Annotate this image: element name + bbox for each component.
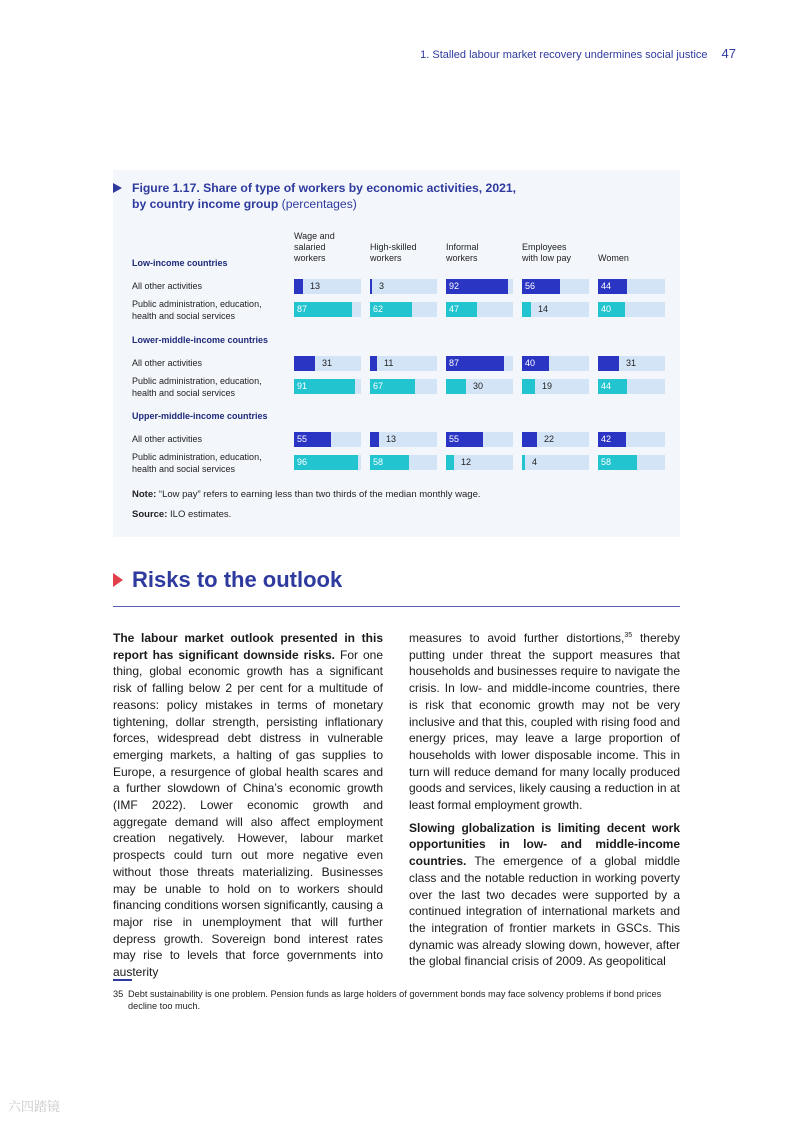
bar-value-label: 58 <box>373 457 384 467</box>
section-divider <box>113 606 680 607</box>
bar-value-label: 11 <box>384 358 394 368</box>
bar <box>598 356 619 371</box>
row-label-line: Public administration, education, <box>132 299 262 309</box>
paragraph-text: measures to avoid further distortions, <box>409 631 625 645</box>
bar-track <box>294 455 361 470</box>
row-label-line: All other activities <box>132 358 203 368</box>
footnote-reference[interactable]: 35 <box>624 632 633 639</box>
column-header-line: Wage and <box>294 231 335 241</box>
figure-title-line2 <box>132 197 357 213</box>
bar <box>446 455 454 470</box>
bar-value-label: 14 <box>538 304 549 314</box>
bar-track <box>522 302 589 317</box>
source-text: ILO estimates. <box>170 509 232 520</box>
page-number: 47 <box>721 46 736 61</box>
bar-value-label: 4 <box>532 457 538 467</box>
bar-value-label: 44 <box>601 381 612 391</box>
section-marker-icon <box>113 573 123 587</box>
running-head <box>420 46 736 61</box>
bar-track <box>370 432 437 447</box>
paragraph-lead: The labour market outlook presented in this report has significant downside risks. <box>113 631 383 662</box>
bar-value-label: 19 <box>542 381 553 391</box>
bar-track <box>294 379 361 394</box>
bar-track <box>446 455 513 470</box>
figure-title-line2-rest: (percentages) <box>281 197 357 211</box>
bar <box>294 279 303 294</box>
bar <box>522 302 531 317</box>
bar-track <box>446 432 513 447</box>
bar <box>294 356 315 371</box>
footnote-text: Debt sustainability is one problem. Pension funds as large holders of government bonds may face solvency problems if bond prices decline too much. <box>128 989 662 1011</box>
figure-source <box>132 509 231 520</box>
column-header <box>370 230 442 264</box>
bar <box>370 356 377 371</box>
bar <box>522 432 537 447</box>
row-label <box>132 298 292 322</box>
bar-value-label: 87 <box>297 304 308 314</box>
row-label-line: All other activities <box>132 434 203 444</box>
bar-track <box>598 302 665 317</box>
bar-track <box>522 455 589 470</box>
column-header-line: workers <box>370 253 402 263</box>
bar-value-label: 12 <box>461 457 472 467</box>
figure-title-line2-bold: by country income group <box>132 197 279 211</box>
bar <box>446 379 466 394</box>
bar <box>370 432 379 447</box>
figure-marker-icon <box>113 183 122 193</box>
footnote <box>113 988 680 1012</box>
column-header <box>522 230 594 264</box>
paragraph-text: For one thing, global economic growth has a significant risk of falling below 2 per cent for a multitude of reasons: policy mistakes in terms of monetary tightening, dollar strength, persisting inflationary forces, widespread debt distress in vulnerable emerging markets, a halting of gas supplies to Europe, a resurgence of global health scares and a further slowdown of China’s economic growth (IMF 2022). Lower economic growth and aggregate demand will also affect employment creation negatively. However, labour market prospects could turn out more negative even without those threats materializing. Businesses may be unable to hold on to workers should financing conditions worsen significantly, causing a major rise in unemployment that will further depress growth. Sovereign bond interest rates may rise to levels that force governments into austerity <box>113 647 383 980</box>
row-label-line: All other activities <box>132 281 203 291</box>
bar-track <box>294 356 361 371</box>
bar-track <box>446 379 513 394</box>
bar-track <box>522 356 589 371</box>
footnote-divider <box>113 979 132 981</box>
figure-box <box>113 170 680 537</box>
column-header <box>294 230 366 264</box>
bar-track <box>598 455 665 470</box>
bar <box>370 279 372 294</box>
column-header-line: with low pay <box>522 253 572 263</box>
row-label <box>132 451 292 475</box>
bar-value-label: 40 <box>525 358 536 368</box>
bar-track <box>598 356 665 371</box>
column-header-line: Informal <box>446 242 479 252</box>
paragraph-text: thereby putting under threat the support measures that households and businesses require to navigate the crisis. In low- and middle-income countries, there is risk that economic growth may not be very inclusive and that this, coupled with rising food and energy prices, may leave a large proportion of households with lower disposable income. This in turn will reduce demand for many locally produced goods and services, likely causing a reduction in at least formal employment growth. <box>409 631 680 813</box>
body-column-left <box>113 630 383 981</box>
bar-track <box>522 379 589 394</box>
bar <box>522 455 525 470</box>
group-label: Low-income countries <box>132 258 228 268</box>
column-header-line: workers <box>294 253 326 263</box>
bar-track <box>598 432 665 447</box>
bar-track <box>370 279 437 294</box>
column-header-line: High-skilled <box>370 242 417 252</box>
row-label <box>132 433 292 445</box>
group-label: Upper-middle-income countries <box>132 411 268 421</box>
bar-track <box>370 302 437 317</box>
bar-value-label: 22 <box>544 434 555 444</box>
row-label-line: health and social services <box>132 388 236 398</box>
column-header <box>446 230 518 264</box>
note-label: Note: <box>132 489 157 500</box>
bar-value-label: 44 <box>601 281 612 291</box>
bar-value-label: 91 <box>297 381 308 391</box>
bar-track <box>598 279 665 294</box>
source-label: Source: <box>132 509 168 520</box>
bar-value-label: 47 <box>449 304 460 314</box>
body-column-right <box>409 630 680 970</box>
row-label-line: health and social services <box>132 464 236 474</box>
row-label <box>132 375 292 399</box>
bar-track <box>446 279 513 294</box>
bar-value-label: 40 <box>601 304 612 314</box>
bar-track <box>370 356 437 371</box>
row-label-line: Public administration, education, <box>132 376 262 386</box>
bar-value-label: 55 <box>449 434 460 444</box>
section-title: Risks to the outlook <box>132 567 343 592</box>
column-header-line: Women <box>598 253 629 263</box>
bar-value-label: 3 <box>379 281 385 291</box>
row-label <box>132 280 292 292</box>
bar-value-label: 30 <box>473 381 484 391</box>
bar-value-label: 87 <box>449 358 460 368</box>
bar <box>522 379 535 394</box>
bar-value-label: 13 <box>386 434 397 444</box>
figure-note <box>132 489 481 500</box>
bar-value-label: 56 <box>525 281 536 291</box>
row-label <box>132 357 292 369</box>
bar-value-label: 92 <box>449 281 460 291</box>
running-title: 1. Stalled labour market recovery undermines social justice <box>420 49 708 61</box>
bar-value-label: 55 <box>297 434 308 444</box>
bar-track <box>598 379 665 394</box>
bar-track <box>522 432 589 447</box>
column-header-line: Employees <box>522 242 567 252</box>
paragraph <box>409 820 680 970</box>
column-header <box>598 230 670 264</box>
bar-value-label: 42 <box>601 434 612 444</box>
bar-track <box>294 279 361 294</box>
bar-value-label: 13 <box>310 281 321 291</box>
bar-track <box>370 379 437 394</box>
bar-track <box>446 302 513 317</box>
paragraph <box>113 630 383 981</box>
bar-value-label: 96 <box>297 457 308 467</box>
bar-track <box>370 455 437 470</box>
group-label: Lower-middle-income countries <box>132 335 269 345</box>
row-label-line: health and social services <box>132 311 236 321</box>
bar-value-label: 67 <box>373 381 384 391</box>
bar-value-label: 58 <box>601 457 612 467</box>
watermark: 六四踏镜 <box>8 1099 61 1114</box>
bar-track <box>294 432 361 447</box>
column-header-line: salaried <box>294 242 326 252</box>
footnote-number: 35 <box>113 989 124 999</box>
figure-title-line1: Figure 1.17. Share of type of workers by economic activities, 2021, <box>132 181 517 195</box>
bar-value-label: 31 <box>626 358 637 368</box>
note-text: “Low pay” refers to earning less than two thirds of the median monthly wage. <box>158 489 481 500</box>
bar-track <box>522 279 589 294</box>
bar-value-label: 31 <box>322 358 333 368</box>
column-header-line: workers <box>446 253 478 263</box>
bar-track <box>446 356 513 371</box>
bar-track <box>294 302 361 317</box>
row-label-line: Public administration, education, <box>132 452 262 462</box>
paragraph-lead: Slowing globalization is limiting decent work opportunities in low- and middle-income countries. <box>409 820 680 869</box>
paragraph <box>409 630 680 814</box>
paragraph-text: The emergence of a global middle class and the notable reduction in working poverty over the last two decades were supported by a continued integration of international markets and the integration of frontier markets in GSCs. This dynamic was already slowing down, however, after the global financial crisis of 2009. As geopolitical <box>409 854 680 969</box>
bar-value-label: 62 <box>373 304 384 314</box>
